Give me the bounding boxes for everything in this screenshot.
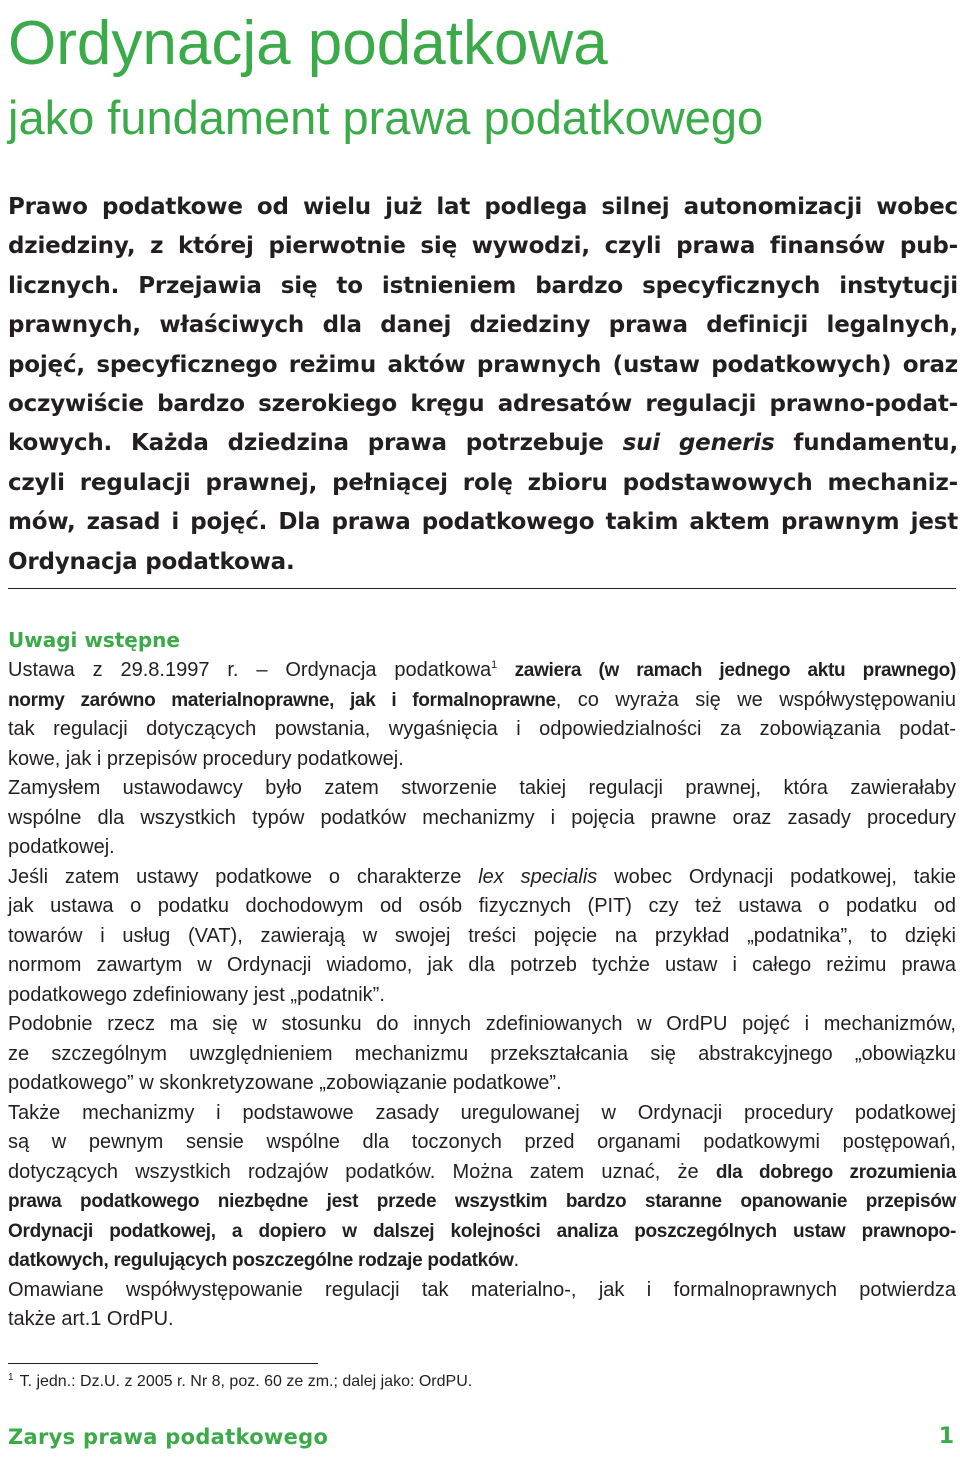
lead-line: czyli regulacji prawnej, pełniącej rolę zbioru podstawowych mechaniz-	[8, 469, 958, 496]
lead-line: mów, zasad i pojęć. Dla prawa podatkowego takim aktem prawnym jest	[8, 509, 958, 536]
text-line	[8, 1246, 956, 1276]
text-line: podatkowego zdefiniowany jest „podatnik”.	[8, 983, 385, 1006]
text-line: Także mechanizmy i podstawowe zasady uregulowanej w Ordynacji procedury podatkowej	[8, 1101, 956, 1124]
lead-text: kowych. Każda dziedzina prawa potrzebuje	[8, 430, 623, 457]
text-line: kowe, jak i przepisów procedury podatkowej.	[8, 747, 404, 770]
text-line	[8, 1158, 956, 1188]
footnote-marker: 1	[8, 1372, 14, 1383]
lead-line: prawnych, właściwych dla danej dziedziny prawa definicji legalnych,	[8, 312, 958, 339]
text-line: podatkowego” w skonkretyzowane „zobowiązanie podatkowe”.	[8, 1072, 562, 1094]
text-line: tak regulacji dotyczących powstania, wygaśnięcia i odpowiedzialności za zobowiązania podat-	[8, 718, 956, 740]
section-heading: Uwagi wstępne	[8, 628, 180, 652]
page-subtitle: jako fundament prawa podatkowego	[8, 91, 764, 144]
text-line	[8, 863, 956, 893]
italic-run: lex specialis	[478, 865, 598, 888]
bold-run: Ordynacji podatkowej, a dopiero w dalszej kolejności analiza poszczególnych ustaw prawnopo-	[8, 1220, 956, 1242]
footnote-text: T. jedn.: Dz.U. z 2005 r. Nr 8, poz. 60 ze zm.; dalej jako: OrdPU.	[19, 1373, 473, 1390]
text-line: normom zawartym w Ordynacji wiadomo, jak dla potrzeb tychże ustaw i całego reżimu prawa	[8, 954, 956, 976]
lead-line: Prawo podatkowe od wielu już lat podlega silnej autonomizacji wobec	[8, 194, 958, 220]
text-line: towarów i usług (VAT), zawierają w swojej treści pojęcie na przykład „podatnika”, to dzięki	[8, 924, 956, 947]
text-run: dotyczących wszystkich rodzajów podatków. Można zatem uznać, że	[8, 1160, 716, 1183]
text-line	[8, 686, 956, 716]
page-title: Ordynacja podatkowa	[8, 9, 608, 78]
text-line: jak ustawa o podatku dochodowym od osób fizycznych (PIT) czy też ustawa o podatku od	[8, 895, 956, 917]
text-line: także art.1 OrdPU.	[8, 1308, 174, 1330]
text-run: Jeśli zatem ustawy podatkowe o charakterze	[8, 865, 479, 888]
body-text	[8, 656, 956, 1335]
lead-paragraph	[8, 188, 958, 582]
text-line: podatkowej.	[8, 836, 115, 858]
text-line: Zamysłem ustawodawcy było zatem stworzenie takiej regulacji prawnej, która zawierałaby	[8, 777, 956, 799]
bold-run: zawiera (w ramach jednego aktu prawnego)	[497, 660, 956, 681]
lead-text: fundamentu,	[774, 430, 958, 457]
text-line: Podobnie rzecz ma się w stosunku do innych zdefiniowanych w OrdPU pojęć i mechanizmów,	[8, 1013, 956, 1035]
text-run: Ustawa z 29.8.1997 r. – Ordynacja podatkowa	[8, 659, 492, 681]
lead-line: licznych. Przejawia się to istnieniem bardzo specyficznych instytucji	[8, 272, 958, 299]
lead-line	[8, 424, 958, 463]
text-run: wobec Ordynacji podatkowej, takie	[597, 865, 956, 888]
text-line	[8, 1187, 956, 1217]
lead-line: dziedziny, z której pierwotnie się wywodzi, czyli prawa finansów pub-	[8, 233, 958, 260]
bold-run: normy zarówno materialnoprawne, jak i formalnoprawne	[8, 689, 556, 711]
text-line: Omawiane współwystępowanie regulacji tak materialno-, jak i formalnoprawnych potwierdza	[8, 1278, 956, 1301]
section-divider	[8, 588, 956, 589]
text-run: , co wyraża się we współwystępowaniu	[555, 688, 957, 711]
text-line: ze szczególnym uwzględnieniem mechanizmu przekształcania się abstrakcyjnego „obowiązku	[8, 1042, 956, 1065]
footer-book-title: Zarys prawa podatkowego	[8, 1425, 329, 1449]
lead-italic-phrase: sui generis	[622, 430, 775, 457]
page-number: 1	[938, 1424, 954, 1449]
footnote-reference: 1	[491, 659, 498, 671]
text-line	[8, 1217, 956, 1247]
footnote	[8, 1370, 472, 1394]
lead-line: Ordynacja podatkowa.	[8, 548, 295, 575]
footnote-divider	[8, 1363, 318, 1364]
text-line: są w pewnym sensie wspólne dla toczonych przed organami podatkowymi postępowań,	[8, 1131, 956, 1153]
bold-run: prawa podatkowego niezbędne jest przede wszystkim bardzo staranne opanowanie przepisów	[8, 1191, 956, 1212]
lead-line: oczywiście bardzo szerokiego kręgu adresatów regulacji prawno-podat-	[8, 390, 958, 417]
bold-run: datkowych, regulujących poszczególne rodzaje podatków	[8, 1250, 514, 1271]
text-run: .	[513, 1249, 520, 1271]
bold-run: dla dobrego zrozumienia	[715, 1161, 957, 1183]
text-line	[8, 656, 956, 686]
text-line: wspólne dla wszystkich typów podatków mechanizmy i pojęcia prawne oraz zasady procedury	[8, 806, 956, 829]
lead-line: pojęć, specyficznego reżimu aktów prawnych (ustaw podatkowych) oraz	[8, 351, 958, 378]
